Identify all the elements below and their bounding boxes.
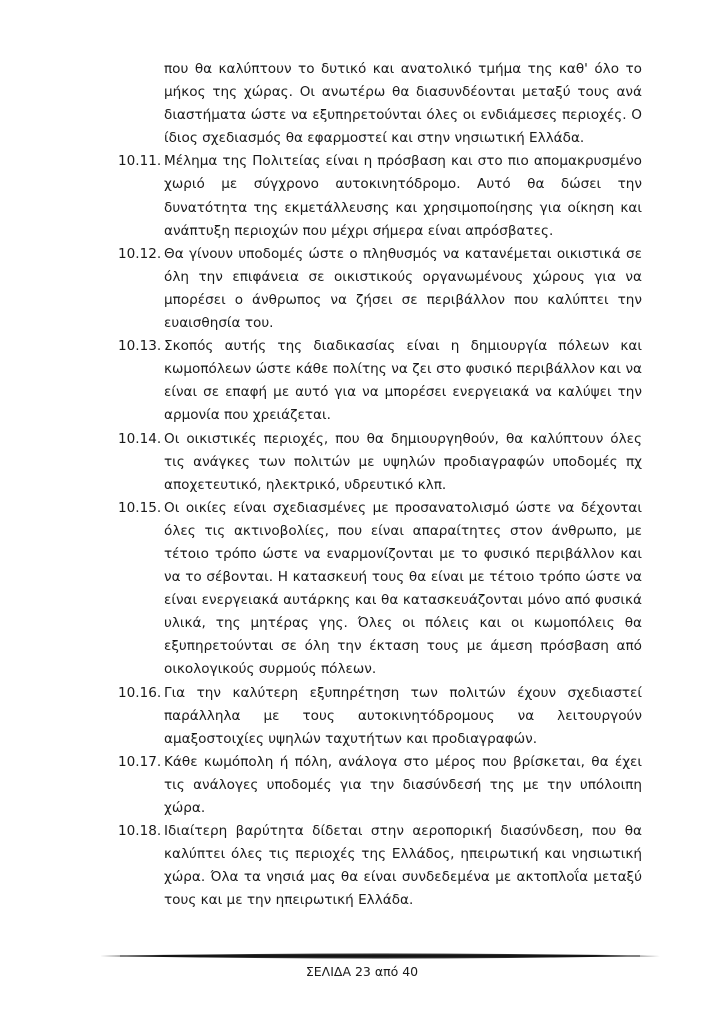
item-number: 10.12.	[118, 245, 162, 262]
page-number: ΣΕΛΙΔΑ 23 από 40	[305, 964, 419, 979]
list-item	[118, 820, 642, 912]
item-text: Σκοπός αυτής της διαδικασίας είναι η δημιουργία πόλεων και κωμοπόλεων ώστε κάθε πολίτης να ζει στο φυσικό περιβάλλον και να είναι σε επαφή με αυτό για να μπορέσει ενεργειακά να καλύψει την αρμονία που χρειάζεται.	[164, 338, 642, 424]
footer-divider	[100, 952, 660, 960]
list-item	[118, 682, 642, 751]
continuation-paragraph: που θα καλύπτουν το δυτικό και ανατολικό τμήμα της καθ' όλο το μήκος της χώρας. Οι ανωτέρω θα διασυνδέονται μεταξύ τους ανά διαστήματα ώστε να εξυπηρετούνται όλες οι ενδιάμεσες περιοχές. Ο ίδιος σχεδιασμός θα εφαρμοστεί και στην νησιωτική Ελλάδα.	[164, 61, 642, 147]
item-number: 10.17.	[118, 753, 162, 770]
list-item	[118, 497, 642, 682]
item-text: Οι οικίες είναι σχεδιασμένες με προσανατολισμό ώστε να δέχονται όλες τις ακτινοβολίες, που είναι απαραίτητες στον άνθρωπο, με τέτοιο τρόπο ώστε να εναρμονίζονται με το φυσικό περιβάλλον και να το σέβονται. Η κατασκευή τους θα είναι με τέτοιο τρόπο ώστε να είναι ενεργειακά αυτάρκης και θα κατασκευάζονται μόνο από φυσικά υλικά, της μητέρας γης. Όλες οι πόλεις και οι κωμοπόλεις θα εξυπηρετούνται σε όλη την έκταση τους με άμεση πρόσβαση από οικολογικούς συρμούς πόλεων.	[164, 499, 642, 678]
item-number: 10.16.	[118, 684, 162, 701]
page-body	[118, 58, 642, 912]
item-text: Θα γίνουν υποδομές ώστε ο πληθυσμός να κατανέμεται οικιστικά σε όλη την επιφάνεια σε οικιστικούς οργανωμένους χώρους για να μπορέσει ο άνθρωπος να ζήσει σε περιβάλλον που καλύπτει την ευαισθησία του.	[164, 245, 642, 332]
list-item	[118, 243, 642, 335]
list-item	[118, 150, 642, 242]
item-number: 10.18.	[118, 823, 162, 840]
item-number: 10.11.	[118, 153, 162, 170]
item-number: 10.15.	[118, 499, 162, 516]
list-item	[118, 751, 642, 820]
item-text: Οι οικιστικές περιοχές, που θα δημιουργηθούν, θα καλύπτουν όλες τις ανάγκες των πολιτών με υψηλών προδιαγραφών υποδομές πχ αποχετευτικό, ηλεκτρικό, υδρευτικό κλπ.	[164, 430, 642, 493]
list-item	[118, 428, 642, 497]
item-text: Μέλημα της Πολιτείας είναι η πρόσβαση και στο πιο απομακρυσμένο χωριό με σύγχρονο αυτοκινητόδρομο. Αυτό θα δώσει την δυνατότητα της εκμετάλλευσης και χρησιμοποίησης για οίκηση και ανάπτυξη περιοχών που μέχρι σήμερα είναι απρόσβατες.	[164, 153, 642, 239]
item-number: 10.14.	[118, 430, 162, 447]
item-text: Κάθε κωμόπολη ή πόλη, ανάλογα στο μέρος που βρίσκεται, θα έχει τις ανάλογες υποδομές για την διασύνδεσή της με την υπόλοιπη χώρα.	[164, 753, 642, 816]
item-text: Ιδιαίτερη βαρύτητα δίδεται στην αεροπορική διασύνδεση, που θα καλύπτει όλες τις περιοχές της Ελλάδος, ηπειρωτική και νησιωτική χώρα. Όλα τα νησιά μας θα είναι συνδεδεμένα με ακτοπλοΐα μεταξύ τους και με την ηπειρωτική Ελλάδα.	[164, 823, 642, 909]
list-item	[118, 335, 642, 427]
item-number: 10.13.	[118, 338, 162, 355]
item-text: Για την καλύτερη εξυπηρέτηση των πολιτών έχουν σχεδιαστεί παράλληλα με τους αυτοκινητόδρομους να λειτουργούν αμαξοστοιχίες υψηλών ταχυτήτων και προδιαγραφών.	[164, 684, 642, 747]
